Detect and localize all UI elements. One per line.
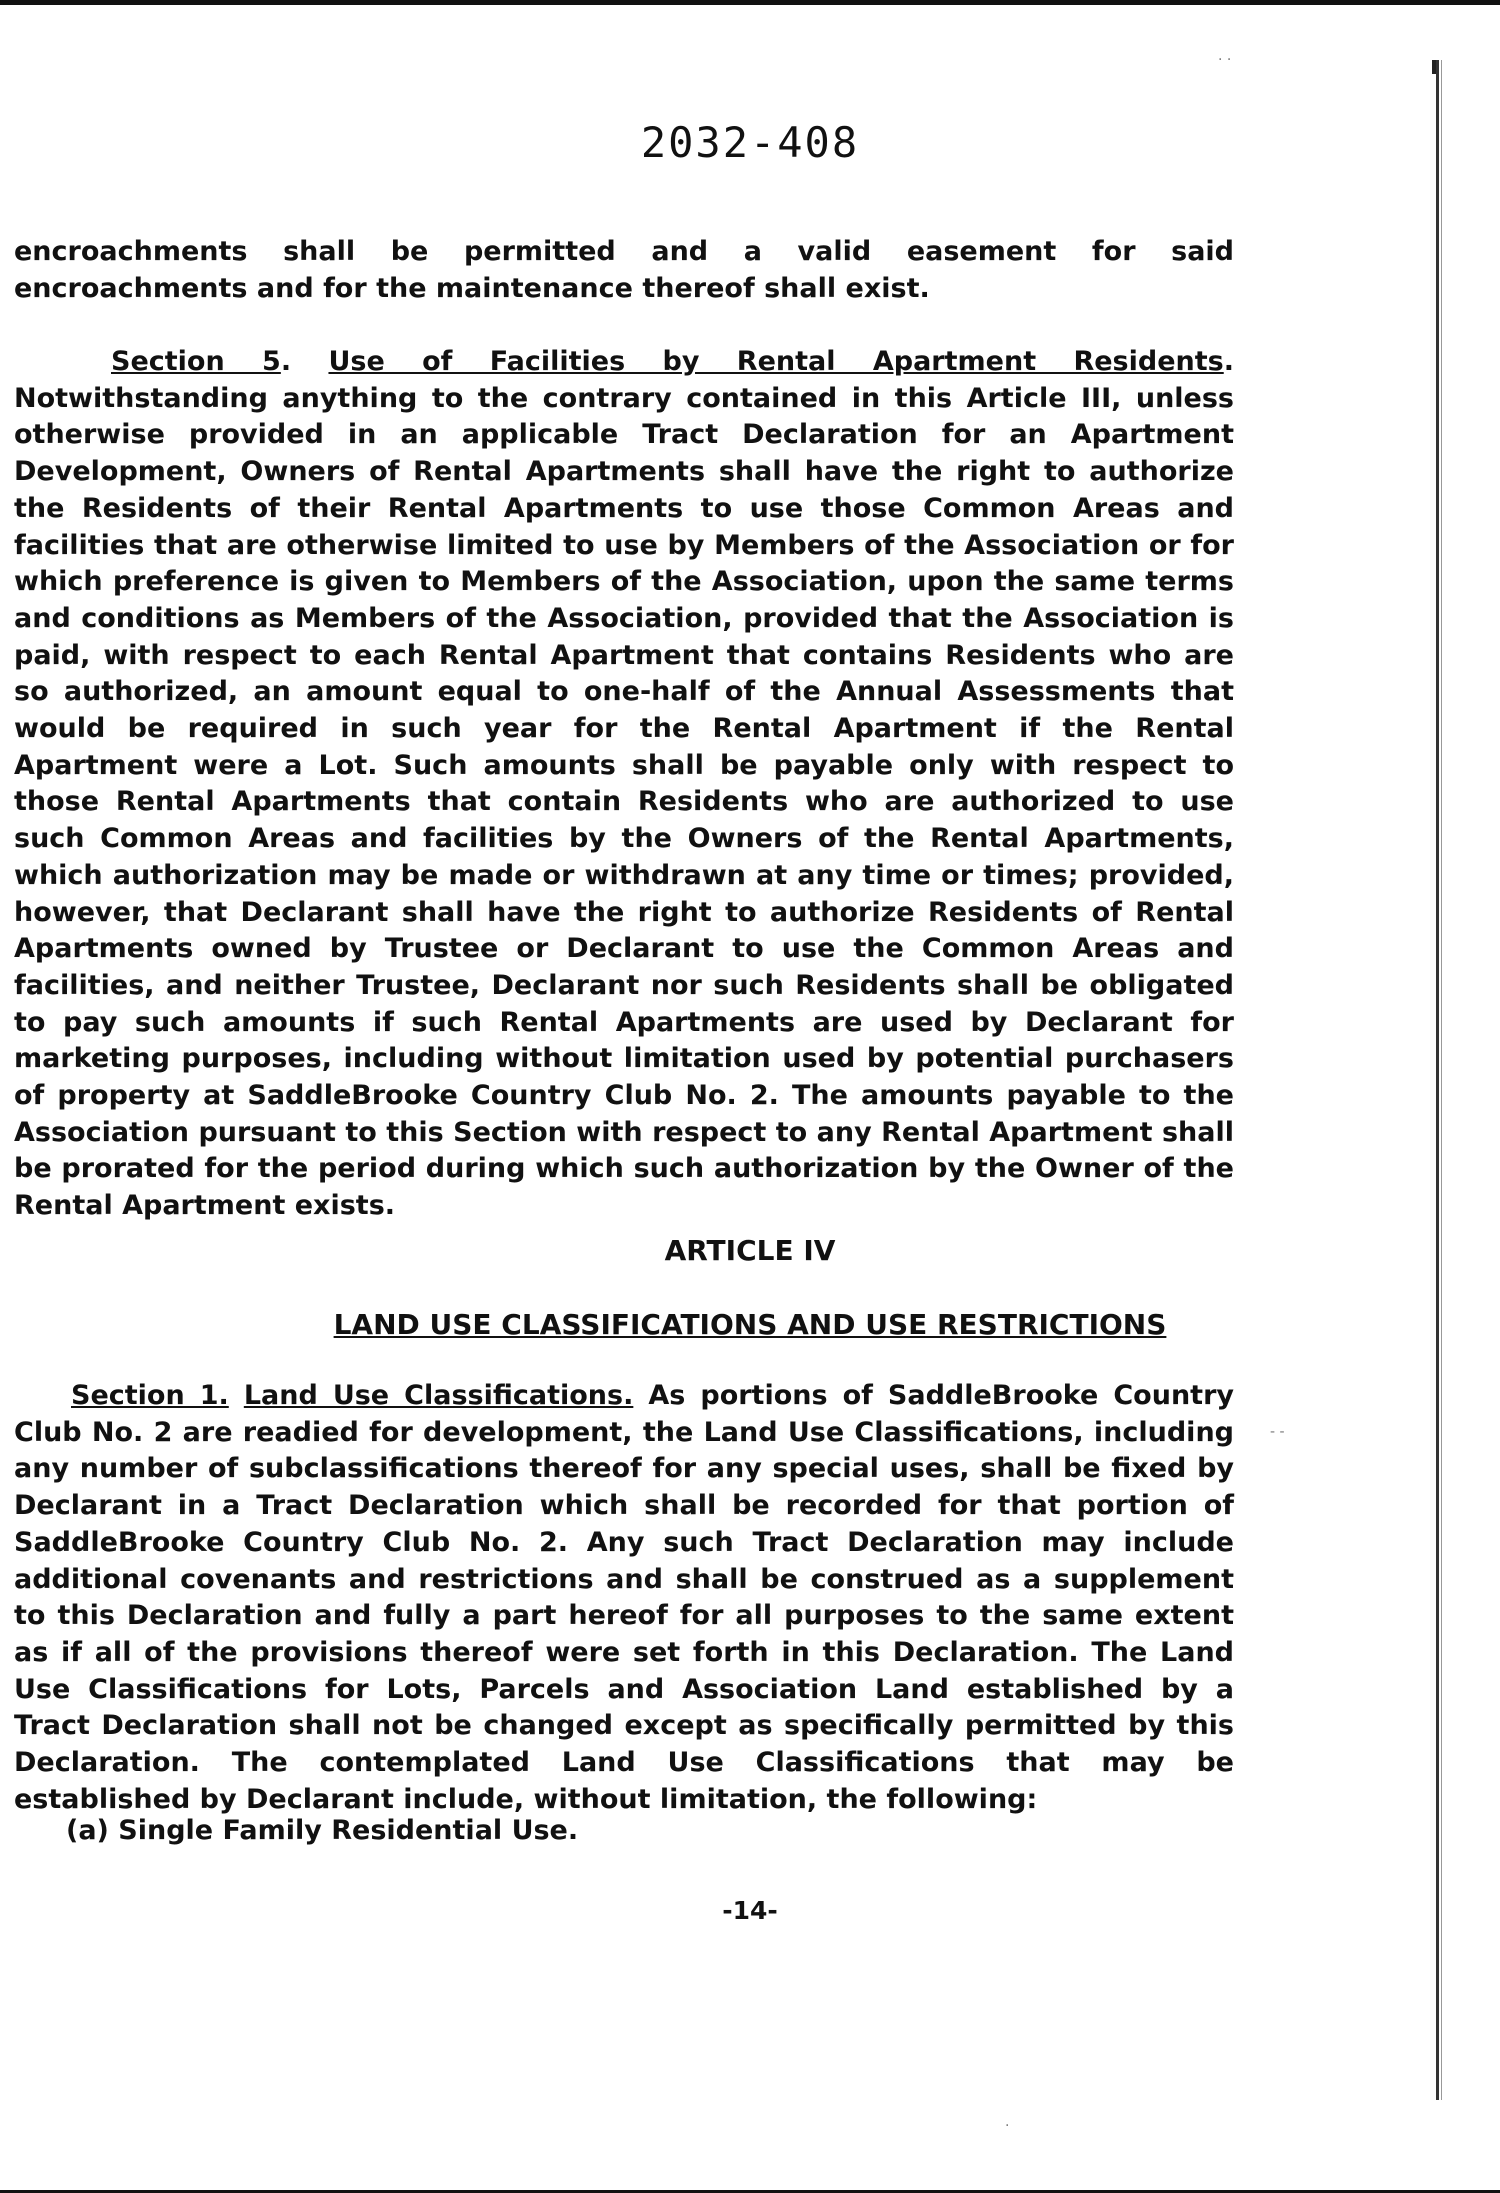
section-5-number: Section 5 (111, 346, 281, 377)
scan-edge-mark (1432, 60, 1436, 74)
section-5-paragraph: Section 5. Use of Facilities by Rental Apartment Residents. Notwithstanding anything to the contrary contained in this Article III, unless otherwise provided in an applicable Tract Declaration for an Apartment Development, Owners of Rental Apartments shall have the right to authorize the Residents of their Rental Apartments to use those Common Areas and facilities that are otherwise limited to use by Members of the Association or for which preference is given to Members of the Association, upon the same terms and conditions as Members of the Association, provided that the Association is paid, with respect to each Rental Apartment that contains Residents who are so authorized, an amount equal to one-half of the Annual Assessments that would be required in such year for the Rental Apartment if the Rental Apartment were a Lot. Such amounts shall be payable only with respect to those Rental Apartments that contain Residents who are authorized to use such Common Areas and facilities by the Owners of the Rental Apartments, which authorization may be made or withdrawn at any time or times; provided, however, that Declarant shall have the right to authorize Residents of Rental Apartments owned by Trustee or Declarant to use the Common Areas and facilities, and neither Trustee, Declarant nor such Residents shall be obligated to pay such amounts if such Rental Apartments are used by Declarant for marketing purposes, including without limitation used by potential purchasers of property at SaddleBrooke Country Club No. 2. The amounts payable to the Association pursuant to this Section with respect to any Rental Apartment shall be prorated for the period during which such authorization by the Owner of the Rental Apartment exists. (14, 346, 1234, 1222)
page-number: -14- (722, 1896, 778, 1925)
list-item-a: (a) Single Family Residential Use. (66, 1815, 579, 1846)
scan-speck: · · (1218, 52, 1232, 68)
article-heading: ARTICLE IV (664, 1234, 836, 1267)
section-5-body: Notwithstanding anything to the contrary contained in this Article III, unless otherwise provided in an applicable Tract Declaration for an Apartment Development, Owners of Rental Apartments shall have the right to authorize the Residents of their Rental Apartments to use those Common Areas and facilities that are otherwise limited to use by Members of the Association or for which preference is given to Members of the Association, upon the same terms and conditions as Members of the Association, provided that the Association is paid, with respect to each Rental Apartment that contains Residents who are so authorized, an amount equal to one-half of the Annual Assessments that would be required in such year for the Rental Apartment if the Rental Apartment were a Lot. Such amounts shall be payable only with respect to those Rental Apartments that contain Residents who are authorized to use such Common Areas and facilities by the Owners of the Rental Apartments, which authorization may be made or withdrawn at any time or times; provided, however, that Declarant shall have the right to authorize Residents of Rental Apartments owned by Trustee or Declarant to use the Common Areas and facilities, and neither Trustee, Declarant nor such Residents shall be obligated to pay such amounts if such Rental Apartments are used by Declarant for marketing purposes, including without limitation used by potential purchasers of property at SaddleBrooke Country Club No. 2. The amounts payable to the Association pursuant to this Section with respect to any Rental Apartment shall be prorated for the period during which such authorization by the Owner of the Rental Apartment exists. (14, 382, 1234, 1222)
scan-speck: - - (1270, 1424, 1285, 1440)
document-number: 2032-408 (640, 118, 860, 167)
section-1-paragraph (14, 1378, 1234, 1818)
section-1-title: Land Use Classifications. (243, 1380, 634, 1411)
article-title: LAND USE CLASSIFICATIONS AND USE RESTRICTIONS (333, 1308, 1167, 1341)
intro-paragraph: encroachments shall be permitted and a valid easement for said encroachments and for the maintenance thereof shall exist. (14, 236, 1234, 304)
scan-edge-line-secondary (1441, 60, 1442, 2100)
section-1-body: As portions of SaddleBrooke Country Club No. 2 are readied for development, the Land Use Classifications, including any number of subclassifications thereof for any special uses, shall be fixed by Declarant in a Tract Declaration which shall be recorded for that portion of SaddleBrooke Country Club No. 2. Any such Tract Declaration may include additional covenants and restrictions and shall be construed as a supplement to this Declaration and fully a part hereof for all purposes to the same extent as if all of the provisions thereof were set forth in this Declaration. The Land Use Classifications for Lots, Parcels and Association Land established by a Tract Declaration shall not be changed except as specifically permitted by this Declaration. The contemplated Land Use Classifications that may be established by Declarant include, without limitation, the following: (14, 1380, 1234, 1815)
section-5-title: Use of Facilities by Rental Apartment Residents (328, 346, 1224, 377)
scan-edge-line (1436, 60, 1439, 2100)
section-1-number: Section 1. (71, 1380, 229, 1411)
page-top-border (0, 0, 1500, 5)
scan-speck: · (1005, 2118, 1010, 2134)
